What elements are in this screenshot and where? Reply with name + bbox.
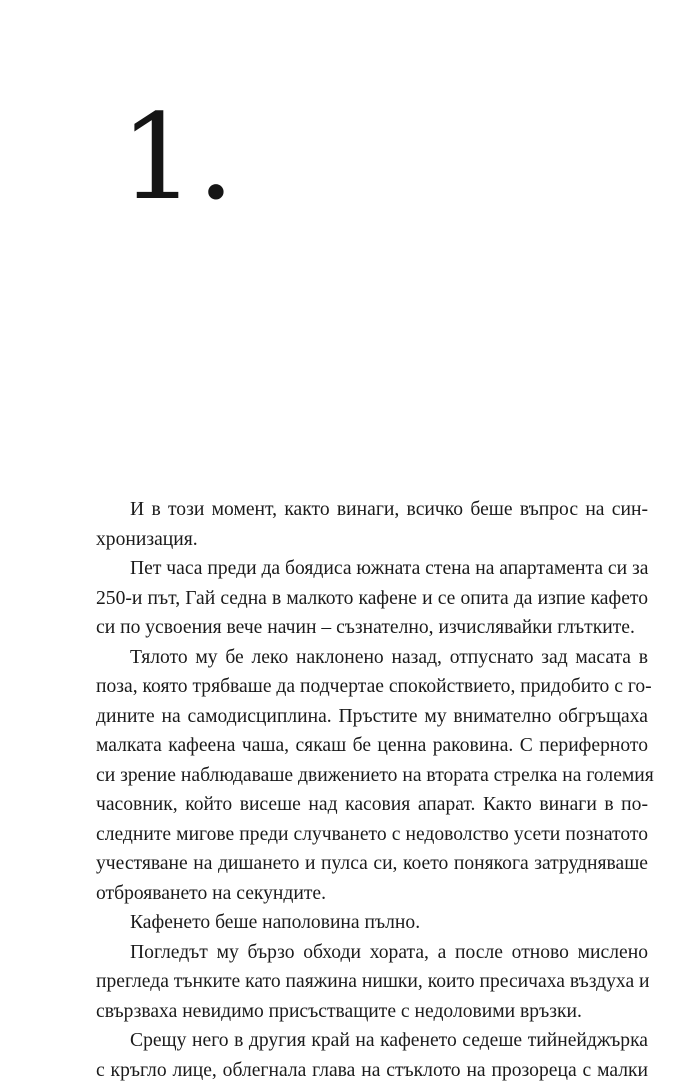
- chapter-number: 1.: [120, 98, 237, 216]
- text-line: Тялото му бе леко наклонено назад, отпуснато зад масата в: [96, 643, 648, 673]
- text-line: отброяването на секундите.: [96, 879, 648, 909]
- chapter-body: [96, 495, 648, 1085]
- paragraph: [96, 643, 648, 909]
- paragraph: [96, 1026, 648, 1085]
- text-line: хронизация.: [96, 525, 648, 555]
- text-line: си по усвоения вече начин – съзнателно, изчислявайки глътките.: [96, 613, 648, 643]
- text-line: Кафенето беше наполовина пълно.: [96, 908, 648, 938]
- paragraph: [96, 495, 648, 554]
- text-line: с кръгло лице, облегнала глава на стъклото на прозореца с малки: [96, 1056, 648, 1085]
- text-line: И в този момент, както винаги, всичко беше въпрос на син-: [96, 495, 648, 525]
- text-line: следните мигове преди случването с недоволство усети познатото: [96, 820, 648, 850]
- text-line: учестяване на дишането и пулса си, което понякога затрудняваше: [96, 849, 648, 879]
- paragraph: [96, 938, 648, 1027]
- text-line: свързваха невидимо присъстващите с недоловими връзки.: [96, 997, 648, 1027]
- text-line: Пет часа преди да боядиса южната стена на апартамента си за: [96, 554, 648, 584]
- text-line: Погледът му бързо обходи хората, а после отново мислено: [96, 938, 648, 968]
- text-line: часовник, който висеше над касовия апарат. Както винаги в по-: [96, 790, 648, 820]
- text-line: прегледа тънките като паяжина нишки, които пресичаха въздуха и: [96, 967, 648, 997]
- text-line: 250-и път, Гай седна в малкото кафене и се опита да изпие кафето: [96, 584, 648, 614]
- text-line: Срещу него в другия край на кафенето седеше тийнейджърка: [96, 1026, 648, 1056]
- text-line: дините на самодисциплина. Пръстите му внимателно обгръщаха: [96, 702, 648, 732]
- text-line: поза, която трябваше да подчертае спокойствието, придобито с го-: [96, 672, 648, 702]
- text-line: си зрение наблюдаваше движението на втората стрелка на големия: [96, 761, 648, 791]
- text-line: малката кафеена чаша, сякаш бе ценна раковина. С периферното: [96, 731, 648, 761]
- paragraph: [96, 908, 648, 938]
- paragraph: [96, 554, 648, 643]
